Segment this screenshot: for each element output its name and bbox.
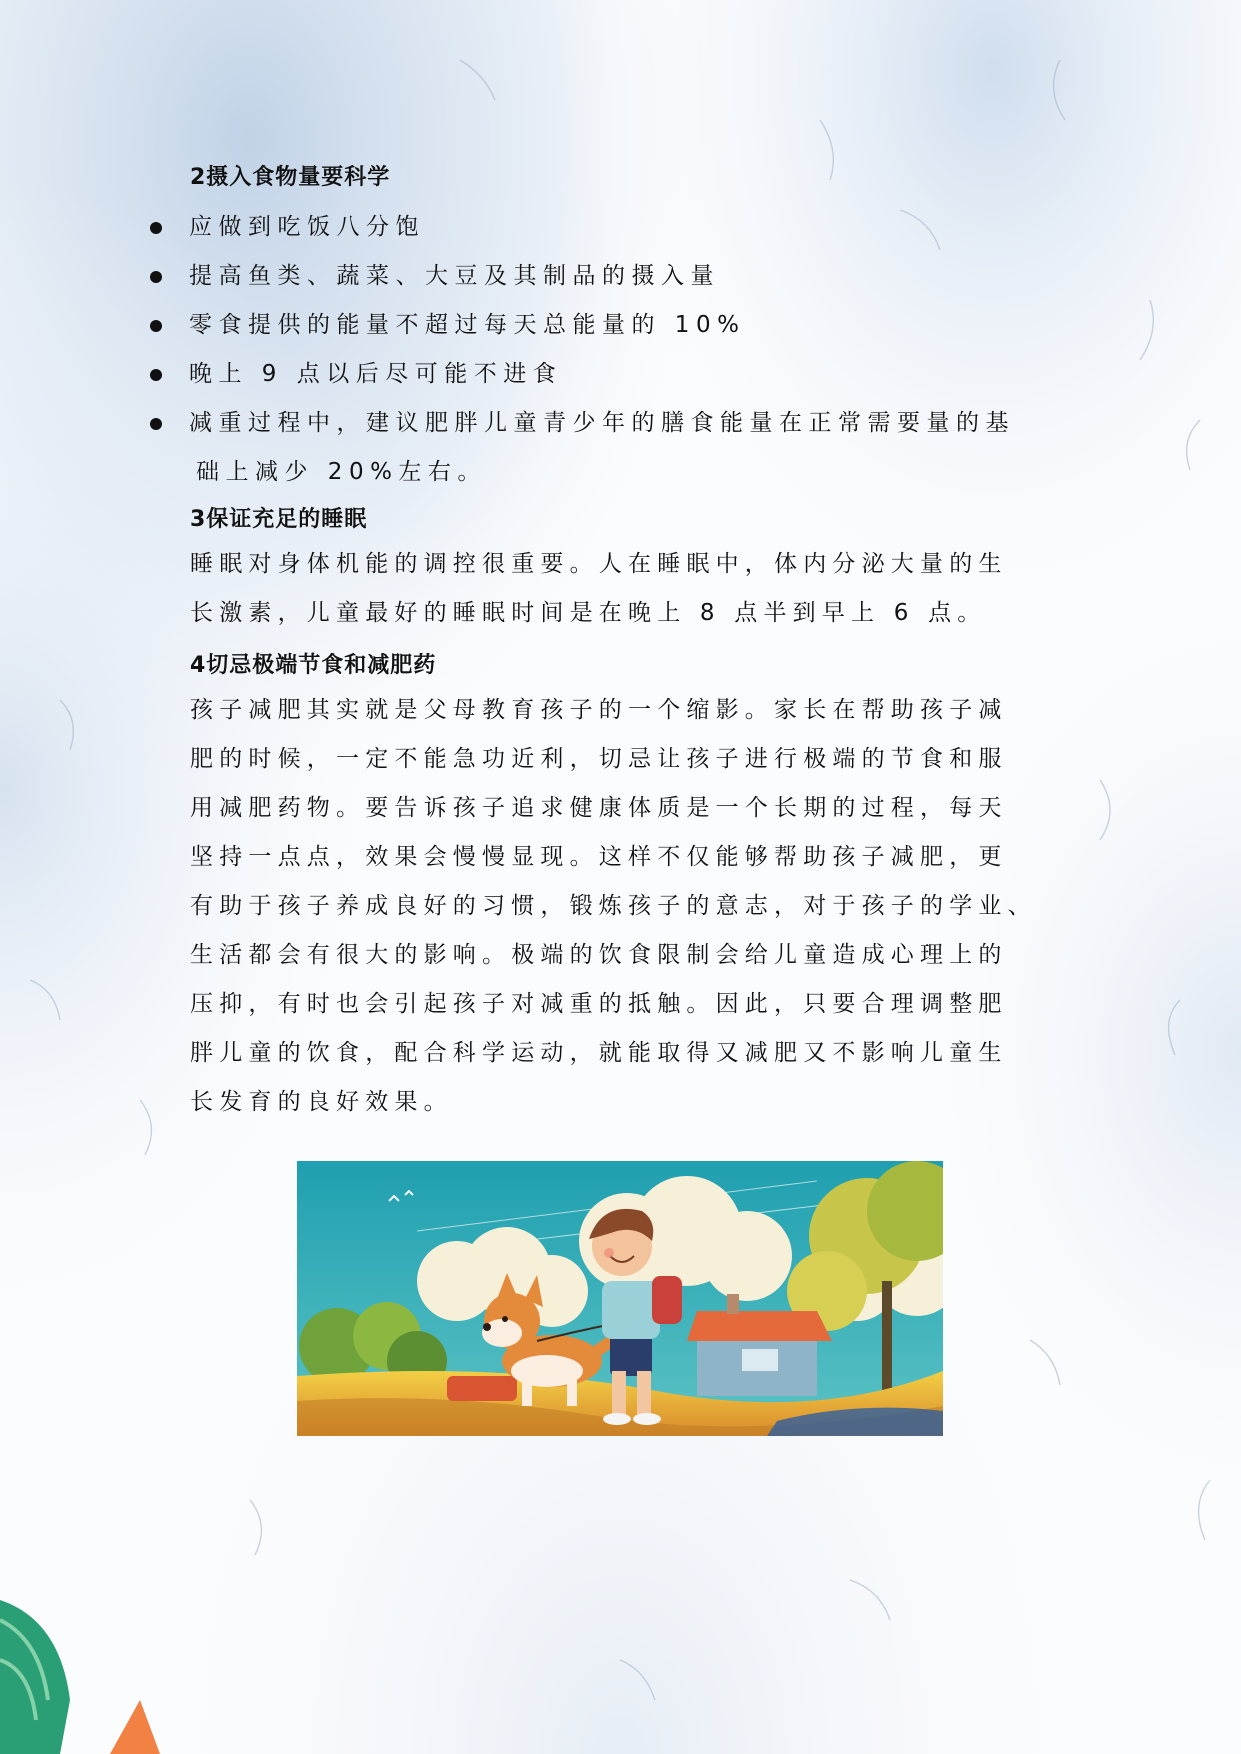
- bullet-icon: [150, 222, 162, 234]
- list-item: 减重过程中，建议肥胖儿童青少年的膳食能量在正常需要量的基 础上减少 20%左右。: [150, 399, 1050, 497]
- diet-paragraph: 孩子减肥其实就是父母教育孩子的一个缩影。家长在帮助孩子减 肥的时候，一定不能急功近利，切忌让孩子进行极端的节食和服 用减肥药物。要告诉孩子追求健康体质是一个长期的过程，每天 坚持一点点，效果会慢慢显现。这样不仅能够帮助孩子减肥，更 有助于孩子养成良好的习惯，锻炼孩子的意志，对于孩子的学业、 生活都会有很大的影响。极端的饮食限制会给儿童造成心理上的 压抑，有时也会引起孩子对减重的抵触。因此，只要合理调整肥 胖儿童的饮食，配合科学运动，就能取得又减肥又不影响儿童生 长发育的良好效果。: [190, 697, 1037, 1115]
- list-item: 晚上 9 点以后尽可能不进食: [150, 350, 1050, 399]
- list-item: 零食提供的能量不超过每天总能量的 10%: [150, 301, 1050, 350]
- diet-tips-list: [150, 203, 1050, 497]
- bullet-icon: [150, 320, 162, 332]
- list-item: 提高鱼类、蔬菜、大豆及其制品的摄入量: [150, 252, 1050, 301]
- sleep-paragraph: 睡眠对身体机能的调控很重要。人在睡眠中，体内分泌大量的生 长激素，儿童最好的睡眠时间是在晚上 8 点半到早上 6 点。: [190, 551, 1008, 626]
- section-title-no-extreme-diet: 4切忌极端节食和减肥药: [190, 653, 437, 678]
- bullet-icon: [150, 271, 162, 283]
- bullet-icon: [150, 418, 162, 430]
- section-title-food-intake: 2摄入食物量要科学: [190, 165, 391, 190]
- list-item: 应做到吃饭八分饱: [150, 203, 1050, 252]
- boy-walking-dog-illustration: [297, 1161, 943, 1436]
- section-title-sleep: 3保证充足的睡眠: [190, 507, 368, 532]
- bullet-icon: [150, 369, 162, 381]
